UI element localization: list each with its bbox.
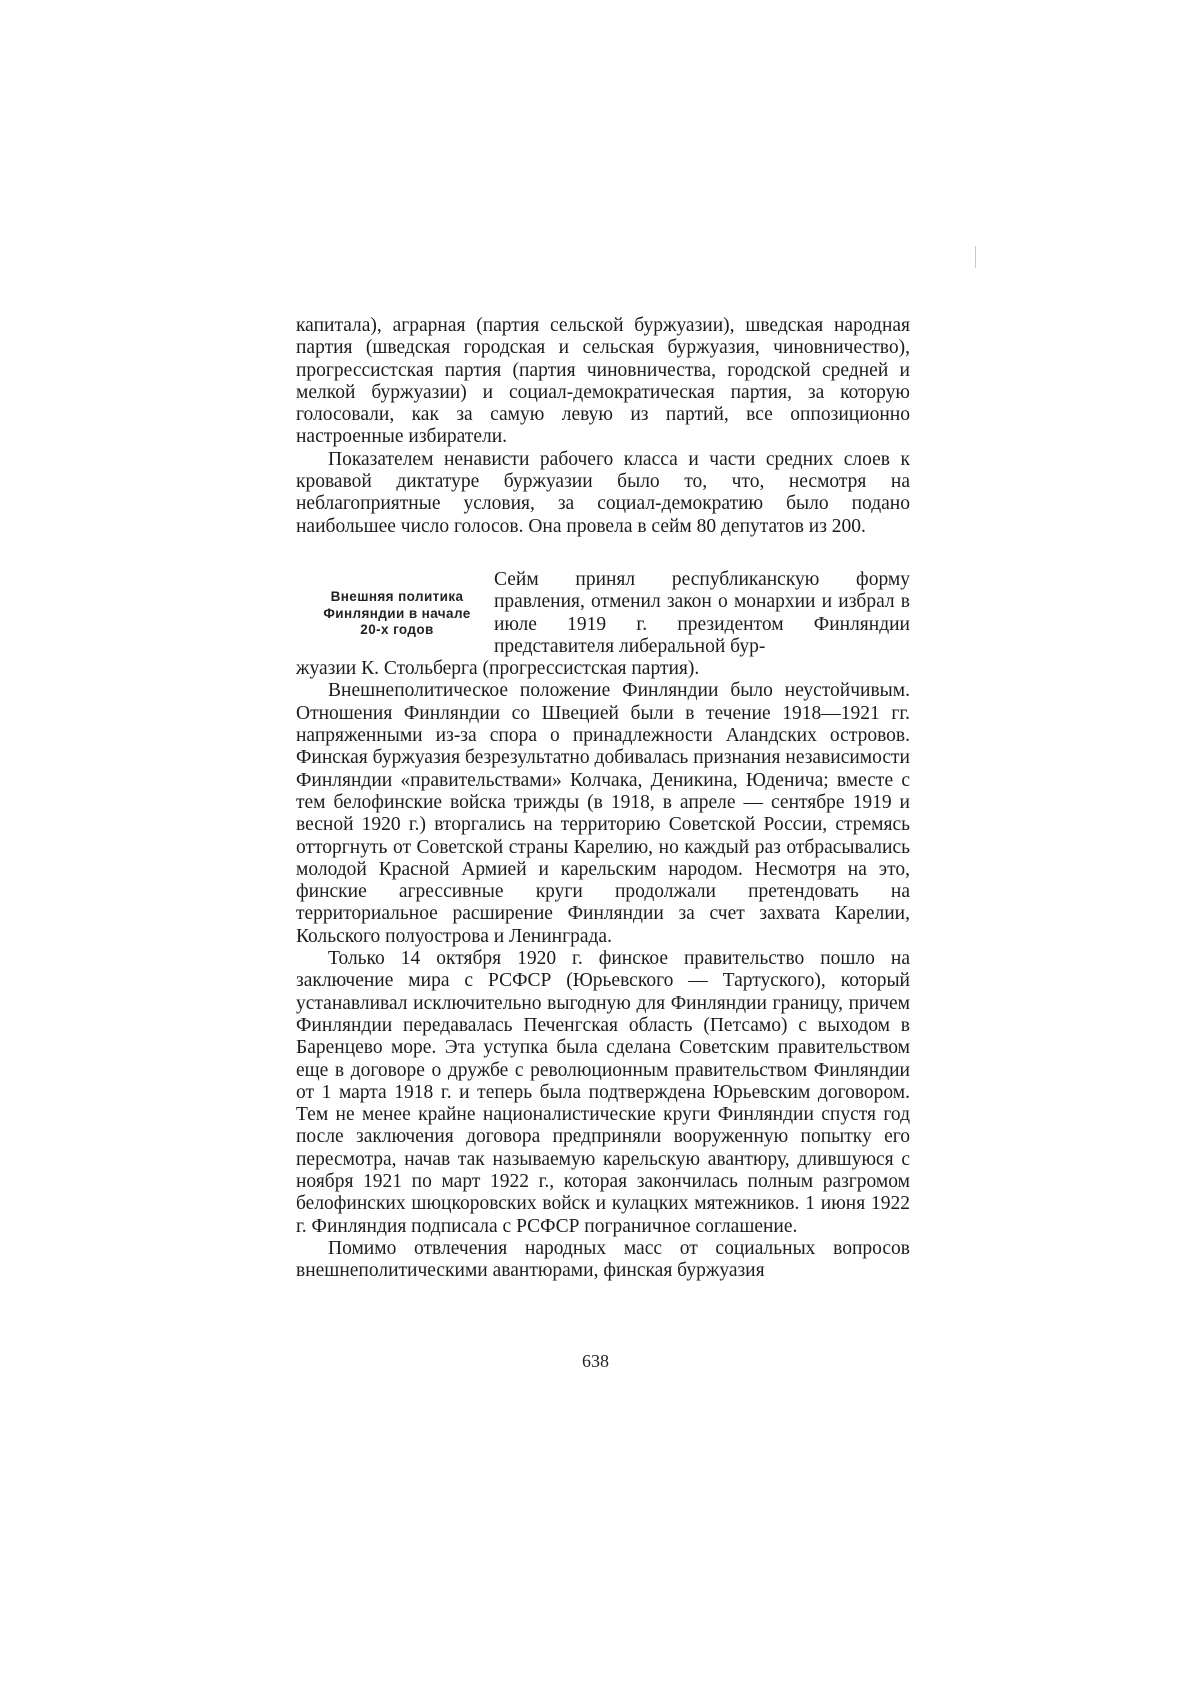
paragraph-continuation: Помимо отвлечения народных масс от социальных вопросов внешнеполитическими авантюрами, финская буржуазия <box>296 1237 910 1282</box>
top-text-block <box>296 315 910 538</box>
paragraph-elections: Показателем ненависти рабочего класса и части средних слоев к кровавой диктатуре буржуазии было то, что, несмотря на неблагоприятные условия, за социал-демократию было подано наибольшее число голосов. Она провела в сейм 80 депутатов из 200. <box>296 448 910 537</box>
side-heading-line: Финляндии в начале <box>323 605 471 621</box>
side-heading-line: 20-х годов <box>360 622 434 637</box>
paragraph-peace-treaty: Только 14 октября 1920 г. финское правительство пошло на заключение мира с РСФСР (Юрьевского — Тартуского), который устанавливал исключительно выгодную для Финляндии границу, причем Финляндии передавалась Печенгская область (Петсамо) с выходом в Баренцево море. Эта уступка была сделана Советским правительством еще в договоре о дружбе с революционным правительством Финляндии от 1 марта 1918 г. и теперь была подтверждена Юрьевским договором. Тем не менее крайне националистические круги Финляндии спустя год после заключения договора предприняли вооруженную попытку его пересмотра, начав так называемую карельскую авантюру, длившуюся с ноября 1921 по март 1922 г., которая закончилась полным разгромом белофинских шюцкоровских войск и кулацких мятежников. 1 июня 1922 г. Финляндия подписала с РСФСР пограничное соглашение. <box>296 948 910 1237</box>
paragraph-sejm: Сейм принял республиканскую форму правления, отменил закон о монархии и избрал в июле 1919 г. президентом Финляндии представителя либеральной бур- <box>494 569 910 657</box>
paragraph-parties: капитала), аграрная (партия сельской буржуазии), шведская народная партия (шведская городская и сельская буржуазия, чиновничество), прогрессистская партия (партия чиновничества, городской средней и мелкой буржуазии) и социал-демократическая партия, за которую голосовали, как за самую левую из партий, все оппозиционно настроенные избиратели. <box>296 315 910 448</box>
page-number: 638 <box>582 1351 609 1371</box>
paragraph-sejm-continuation: жуазии К. Стольберга (прогрессистская партия). <box>296 658 700 680</box>
side-heading-line: Внешняя политика <box>330 589 464 604</box>
main-text-block <box>296 569 910 1283</box>
paragraph-foreign-policy: Внешнеполитическое положение Финляндии было неустойчивым. Отношения Финляндии со Швецией были в течение 1918—1921 гг. напряженными из-за спора о принадлежности Аландских островов. Финская буржуазия безрезультатно добивалась признания независимости Финляндии «правительствами» Колчака, Деникина, Юденича; вместе с тем белофинские войска трижды (в 1918, в апреле — сентябре 1919 и весной 1920 г.) вторгались на территорию Советской России, стремясь отторгнуть от Советской страны Карелию, но каждый раз отбрасывались молодой Красной Армией и карельским народом. Несмотря на это, финские агрессивные круги продолжали претендовать на территориальное расширение Финляндии за счет захвата Карелии, Кольского полуострова и Ленинграда. <box>296 680 910 947</box>
scan-mark <box>975 246 976 268</box>
